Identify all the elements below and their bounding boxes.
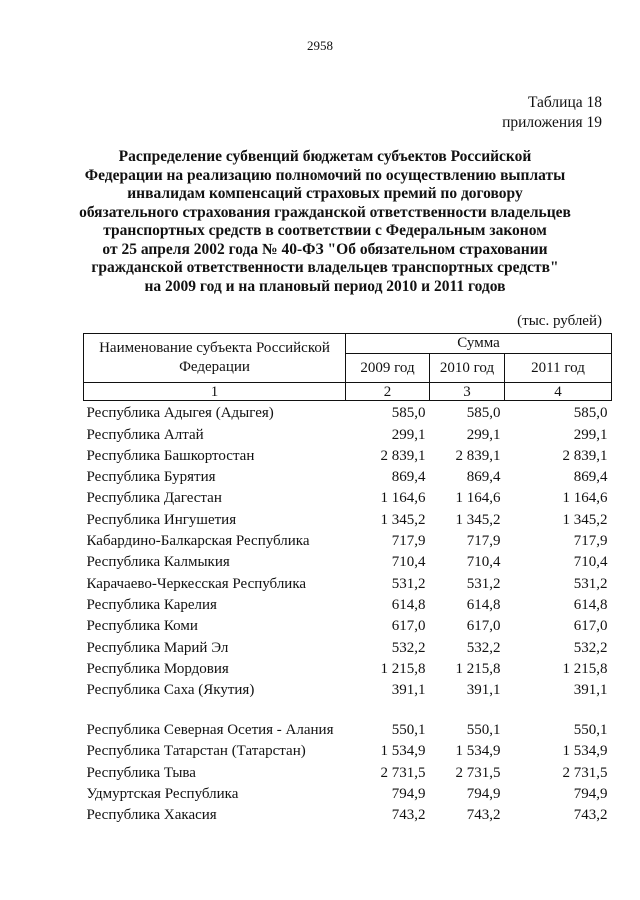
table-row xyxy=(84,550,612,571)
value-2011: 585,0 xyxy=(573,405,608,422)
value-2011: 617,0 xyxy=(573,618,608,635)
title-line: Федерации на реализацию полномочий по осуществлению выплаты xyxy=(84,166,566,184)
value-2011: 794,9 xyxy=(573,786,608,803)
value-2009: 2 731,5 xyxy=(380,764,426,781)
value-2009: 532,2 xyxy=(391,639,426,656)
value-2009: 1 164,6 xyxy=(380,490,426,507)
region-name: Республика Мордовия xyxy=(86,660,229,677)
column-header-name: Наименование субъекта Российской Федерации xyxy=(84,334,346,383)
table-row xyxy=(84,678,612,699)
region-name: Республика Карелия xyxy=(86,596,217,613)
value-2009: 794,9 xyxy=(391,786,426,803)
value-2010: 2 839,1 xyxy=(455,447,501,464)
table-row xyxy=(84,507,612,528)
value-2011: 391,1 xyxy=(573,682,608,699)
value-2011: 2 839,1 xyxy=(562,447,608,464)
value-2010: 532,2 xyxy=(466,639,501,656)
title-line: инвалидам компенсаций страховых премий по договору xyxy=(127,185,523,202)
value-2010: 617,0 xyxy=(466,618,501,635)
value-2010: 710,4 xyxy=(466,554,501,571)
value-2009: 585,0 xyxy=(391,405,426,422)
value-2010: 1 215,8 xyxy=(455,660,501,677)
column-header-sum: Сумма xyxy=(346,334,612,354)
column-header-2009: 2009 год xyxy=(346,354,430,383)
value-2009: 617,0 xyxy=(391,618,426,635)
value-2010: 299,1 xyxy=(466,426,501,443)
value-2009: 717,9 xyxy=(391,533,426,550)
table-body xyxy=(84,401,612,825)
value-2010: 531,2 xyxy=(466,575,501,592)
region-name: Республика Ингушетия xyxy=(86,511,237,528)
value-2010: 743,2 xyxy=(466,807,501,824)
value-2010: 391,1 xyxy=(466,682,501,699)
region-name: Республика Алтай xyxy=(86,426,204,443)
region-name: Республика Тыва xyxy=(86,764,196,781)
region-name: Республика Калмыкия xyxy=(86,554,230,571)
value-2010: 869,4 xyxy=(466,469,501,486)
column-number: 4 xyxy=(505,383,612,401)
value-2009: 391,1 xyxy=(391,682,426,699)
value-2011: 1 215,8 xyxy=(562,660,608,677)
appendix-label: приложения 19 xyxy=(502,114,602,131)
region-name: Республика Дагестан xyxy=(86,490,222,507)
value-2009: 531,2 xyxy=(391,575,426,592)
value-2010: 717,9 xyxy=(466,533,501,550)
table-row xyxy=(84,699,612,739)
table-row xyxy=(84,422,612,443)
region-name: Республика Татарстан (Татарстан) xyxy=(86,743,306,760)
value-2009: 299,1 xyxy=(391,426,426,443)
document-title xyxy=(60,148,590,296)
value-2010: 794,9 xyxy=(466,786,501,803)
table-row xyxy=(84,444,612,465)
value-2010: 614,8 xyxy=(466,596,501,613)
value-2011: 1 345,2 xyxy=(562,511,608,528)
table-row xyxy=(84,803,612,824)
table-row xyxy=(84,465,612,486)
region-name: Республика Башкортостан xyxy=(86,447,255,464)
table-label: Таблица 18 xyxy=(527,94,602,111)
value-2010: 1 164,6 xyxy=(455,490,501,507)
subvention-table xyxy=(83,333,612,824)
region-name: Удмуртская Республика xyxy=(86,786,239,803)
value-2009: 710,4 xyxy=(391,554,426,571)
table-row xyxy=(84,614,612,635)
table-row xyxy=(84,657,612,678)
value-2011: 299,1 xyxy=(573,426,608,443)
region-name: Кабардино-Балкарская Республика xyxy=(86,533,310,550)
title-line: гражданской ответственности владельцев транспортных средств" xyxy=(91,259,559,276)
value-2011: 743,2 xyxy=(573,807,608,824)
region-name: Карачаево-Черкесская Республика xyxy=(86,575,307,592)
value-2009: 1 345,2 xyxy=(380,511,426,528)
page-number: 2958 xyxy=(307,38,333,53)
table-row xyxy=(84,571,612,592)
units-label: (тыс. рублей) xyxy=(517,313,602,329)
title-line: обязательного страхования гражданской ответственности владельцев xyxy=(79,203,571,221)
value-2011: 717,9 xyxy=(573,533,608,550)
table-reference xyxy=(502,93,602,133)
value-2011: 532,2 xyxy=(573,639,608,656)
value-2011: 1 164,6 xyxy=(562,490,608,507)
value-2011: 531,2 xyxy=(573,575,608,592)
value-2009: 1 534,9 xyxy=(380,743,426,760)
region-name: Республика Адыгея (Адыгея) xyxy=(86,405,274,422)
title-line: Распределение субвенций бюджетам субъектов Российской xyxy=(118,148,532,165)
column-header-2010: 2010 год xyxy=(430,354,505,383)
value-2011: 550,1 xyxy=(573,722,608,739)
value-2009: 743,2 xyxy=(391,807,426,824)
value-2009: 2 839,1 xyxy=(380,447,426,464)
value-2011: 2 731,5 xyxy=(562,764,608,781)
value-2010: 1 534,9 xyxy=(455,743,501,760)
value-2011: 710,4 xyxy=(573,554,608,571)
value-2010: 2 731,5 xyxy=(455,764,501,781)
region-name: Республика Северная Осетия - Алания xyxy=(86,722,334,739)
table-row xyxy=(84,739,612,760)
value-2010: 1 345,2 xyxy=(455,511,501,528)
column-number: 1 xyxy=(84,383,346,401)
value-2009: 869,4 xyxy=(391,469,426,486)
table-row xyxy=(84,486,612,507)
table-row xyxy=(84,782,612,803)
region-name: Республика Марий Эл xyxy=(86,639,229,656)
column-header-2011: 2011 год xyxy=(505,354,612,383)
region-name: Республика Хакасия xyxy=(86,807,217,824)
table-row xyxy=(84,635,612,656)
title-line: на 2009 год и на плановый период 2010 и 2011 годов xyxy=(144,277,506,295)
table-row xyxy=(84,593,612,614)
value-2011: 1 534,9 xyxy=(562,743,608,760)
table-row xyxy=(84,529,612,550)
column-number: 3 xyxy=(430,383,505,401)
table-row xyxy=(84,401,612,423)
value-2010: 585,0 xyxy=(466,405,501,422)
value-2010: 550,1 xyxy=(466,722,501,739)
column-number: 2 xyxy=(346,383,430,401)
value-2009: 1 215,8 xyxy=(380,660,426,677)
table-row xyxy=(84,760,612,781)
region-name: Республика Бурятия xyxy=(86,469,216,486)
title-line: от 25 апреля 2002 года № 40-ФЗ "Об обязательном страховании xyxy=(102,240,548,258)
value-2009: 550,1 xyxy=(391,722,426,739)
value-2011: 614,8 xyxy=(573,596,608,613)
value-2009: 614,8 xyxy=(391,596,426,613)
region-name: Республика Саха (Якутия) xyxy=(86,682,255,699)
title-line: транспортных средств в соответствии с Федеральным законом xyxy=(103,222,547,239)
value-2011: 869,4 xyxy=(573,469,608,486)
region-name: Республика Коми xyxy=(86,618,198,635)
